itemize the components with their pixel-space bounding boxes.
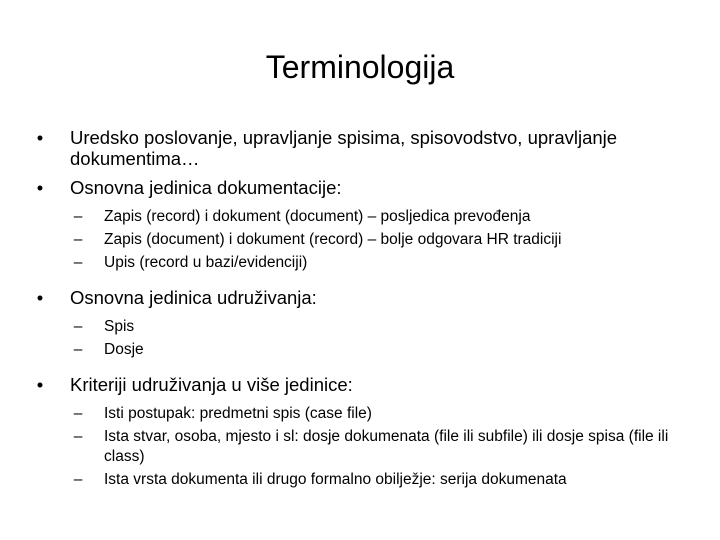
dash-mark: – <box>73 428 83 445</box>
sub-bullet-text: Spis <box>104 318 135 335</box>
dash-mark: – <box>73 254 83 271</box>
dash-mark: – <box>73 471 83 488</box>
bullet-text: Osnovna jedinica udruživanja: <box>70 287 317 308</box>
sub-bullet-item <box>30 470 690 490</box>
bullet-text: Uredsko poslovanje, upravljanje spisima, spisovodstvo, upravljanje dokumentima… <box>70 127 618 169</box>
bullet-mark: • <box>36 287 44 308</box>
bullet-item <box>30 287 690 308</box>
sub-bullet-text: Zapis (document) i dokument (record) – bolje odgovara HR tradiciji <box>104 231 562 248</box>
sub-bullet-text: Upis (record u bazi/evidenciji) <box>104 254 308 271</box>
bullet-mark: • <box>36 177 44 198</box>
dash-mark: – <box>73 341 83 358</box>
dash-mark: – <box>73 208 83 225</box>
bullet-text: Kriteriji udruživanja u više jedinice: <box>70 374 353 395</box>
sub-bullet-text: Zapis (record) i dokument (document) – posljedica prevođenja <box>104 208 531 225</box>
bullet-mark: • <box>36 127 44 148</box>
sub-bullet-text: Ista vrsta dokumenta ili drugo formalno obilježje: serija dokumenata <box>104 471 567 488</box>
sub-bullet-item <box>30 404 690 424</box>
sub-bullet-text: Ista stvar, osoba, mjesto i sl: dosje dokumenata (file ili subfile) ili dosje spisa (file ili class) <box>104 428 669 465</box>
slide-body <box>30 127 690 490</box>
dash-mark: – <box>73 231 83 248</box>
bullet-text: Osnovna jedinica dokumentacije: <box>70 177 342 198</box>
sub-bullet-item <box>30 230 690 250</box>
bullet-item <box>30 127 690 169</box>
dash-mark: – <box>73 318 83 335</box>
sub-bullet-text: Dosje <box>104 341 144 358</box>
bullet-item <box>30 374 690 395</box>
sub-bullet-item <box>30 207 690 227</box>
sub-bullet-text: Isti postupak: predmetni spis (case file) <box>104 405 372 422</box>
slide-title: Terminologija <box>265 49 455 85</box>
sub-bullet-item <box>30 253 690 273</box>
bullet-item <box>30 177 690 198</box>
sub-bullet-item <box>30 340 690 360</box>
dash-mark: – <box>73 405 83 422</box>
bullet-mark: • <box>36 374 44 395</box>
sub-bullet-item <box>30 317 690 337</box>
sub-bullet-item <box>30 427 690 467</box>
